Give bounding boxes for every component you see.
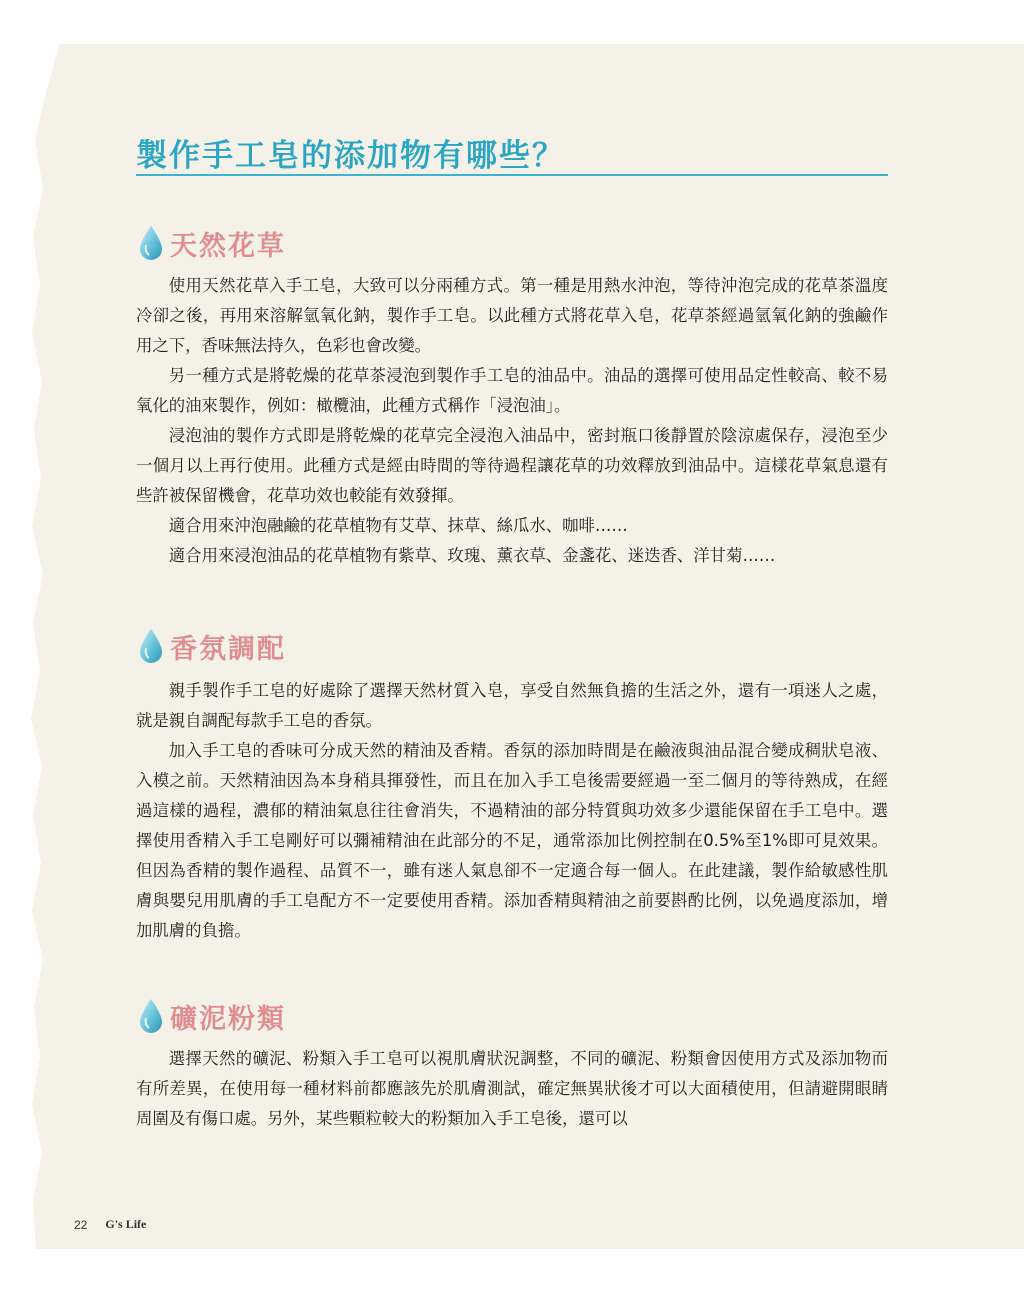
section-title: 香氛調配	[170, 633, 286, 665]
paragraph: 選擇天然的礦泥、粉類入手工皂可以視肌膚狀況調整，不同的礦泥、粉類會因使用方式及添加物而有所差異，在使用每一種材料前都應該先於肌膚測試，確定無異狀後才可以大面積使用，但請避開眼睛周圍及有傷口處。另外，某些顆粒較大的粉類加入手工皂後，還可以	[136, 1049, 888, 1128]
page-footer	[74, 1217, 146, 1232]
water-drop-icon	[136, 628, 166, 664]
brand-logo: G's Life	[105, 1217, 147, 1231]
page-number: 22	[74, 1217, 88, 1232]
section-title: 天然花草	[170, 230, 286, 262]
section-heading-natural-herbs	[136, 223, 286, 263]
page-title: 製作手工皂的添加物有哪些？	[136, 138, 565, 174]
section-body-clay-powders	[136, 1044, 888, 1134]
water-drop-icon	[136, 225, 166, 261]
section-heading-clay-powders	[136, 996, 286, 1036]
title-divider	[136, 174, 888, 176]
water-drop-icon	[136, 998, 166, 1034]
section-title: 礦泥粉類	[170, 1003, 286, 1035]
section-body-natural-herbs	[136, 271, 888, 571]
section-heading-fragrance	[136, 626, 286, 666]
paragraph: 適合用來浸泡油品的花草植物有紫草、玫瑰、薰衣草、金盞花、迷迭香、洋甘菊……	[168, 546, 776, 565]
paragraph: 親手製作手工皂的好處除了選擇天然材質入皂，享受自然無負擔的生活之外，還有一項迷人之處，就是親自調配每款手工皂的香氛。	[136, 681, 888, 730]
paragraph: 加入手工皂的香味可分成天然的精油及香精。香氛的添加時間是在鹼液與油品混合變成稠狀皂液、入模之前。天然精油因為本身稍具揮發性，而且在加入手工皂後需要經過一至二個月的等待熟成，在經過這樣的過程，濃郁的精油氣息往往會消失，不過精油的部分特質與功效多少還能保留在手工皂中。選擇使用香精入手工皂剛好可以彌補精油在此部分的不足，通常添加比例控制在0.5%至1%即可見效果。但因為香精的製作過程、品質不一，雖有迷人氣息卻不一定適合每一個人。在此建議，製作給敏感性肌膚與嬰兒用肌膚的手工皂配方不一定要使用香精。添加香精與精油之前要斟酌比例，以免過度添加，增加肌膚的負擔。	[136, 741, 888, 940]
paragraph: 適合用來沖泡融鹼的花草植物有艾草、抹草、絲瓜水、咖啡……	[168, 516, 628, 535]
paragraph: 使用天然花草入手工皂，大致可以分兩種方式。第一種是用熱水沖泡，等待沖泡完成的花草茶溫度冷卻之後，再用來溶解氫氧化鈉，製作手工皂。以此種方式將花草入皂，花草茶經過氫氧化鈉的強鹼作用之下，香味無法持久，色彩也會改變。	[136, 276, 888, 355]
section-body-fragrance	[136, 676, 888, 946]
paragraph: 浸泡油的製作方式即是將乾燥的花草完全浸泡入油品中，密封瓶口後靜置於陰涼處保存，浸泡至少一個月以上再行使用。此種方式是經由時間的等待過程讓花草的功效釋放到油品中。這樣花草氣息還有些許被保留機會，花草功效也較能有效發揮。	[136, 426, 888, 505]
paragraph: 另一種方式是將乾燥的花草茶浸泡到製作手工皂的油品中。油品的選擇可使用品定性較高、較不易氧化的油來製作，例如：橄欖油，此種方式稱作「浸泡油」。	[136, 366, 888, 415]
